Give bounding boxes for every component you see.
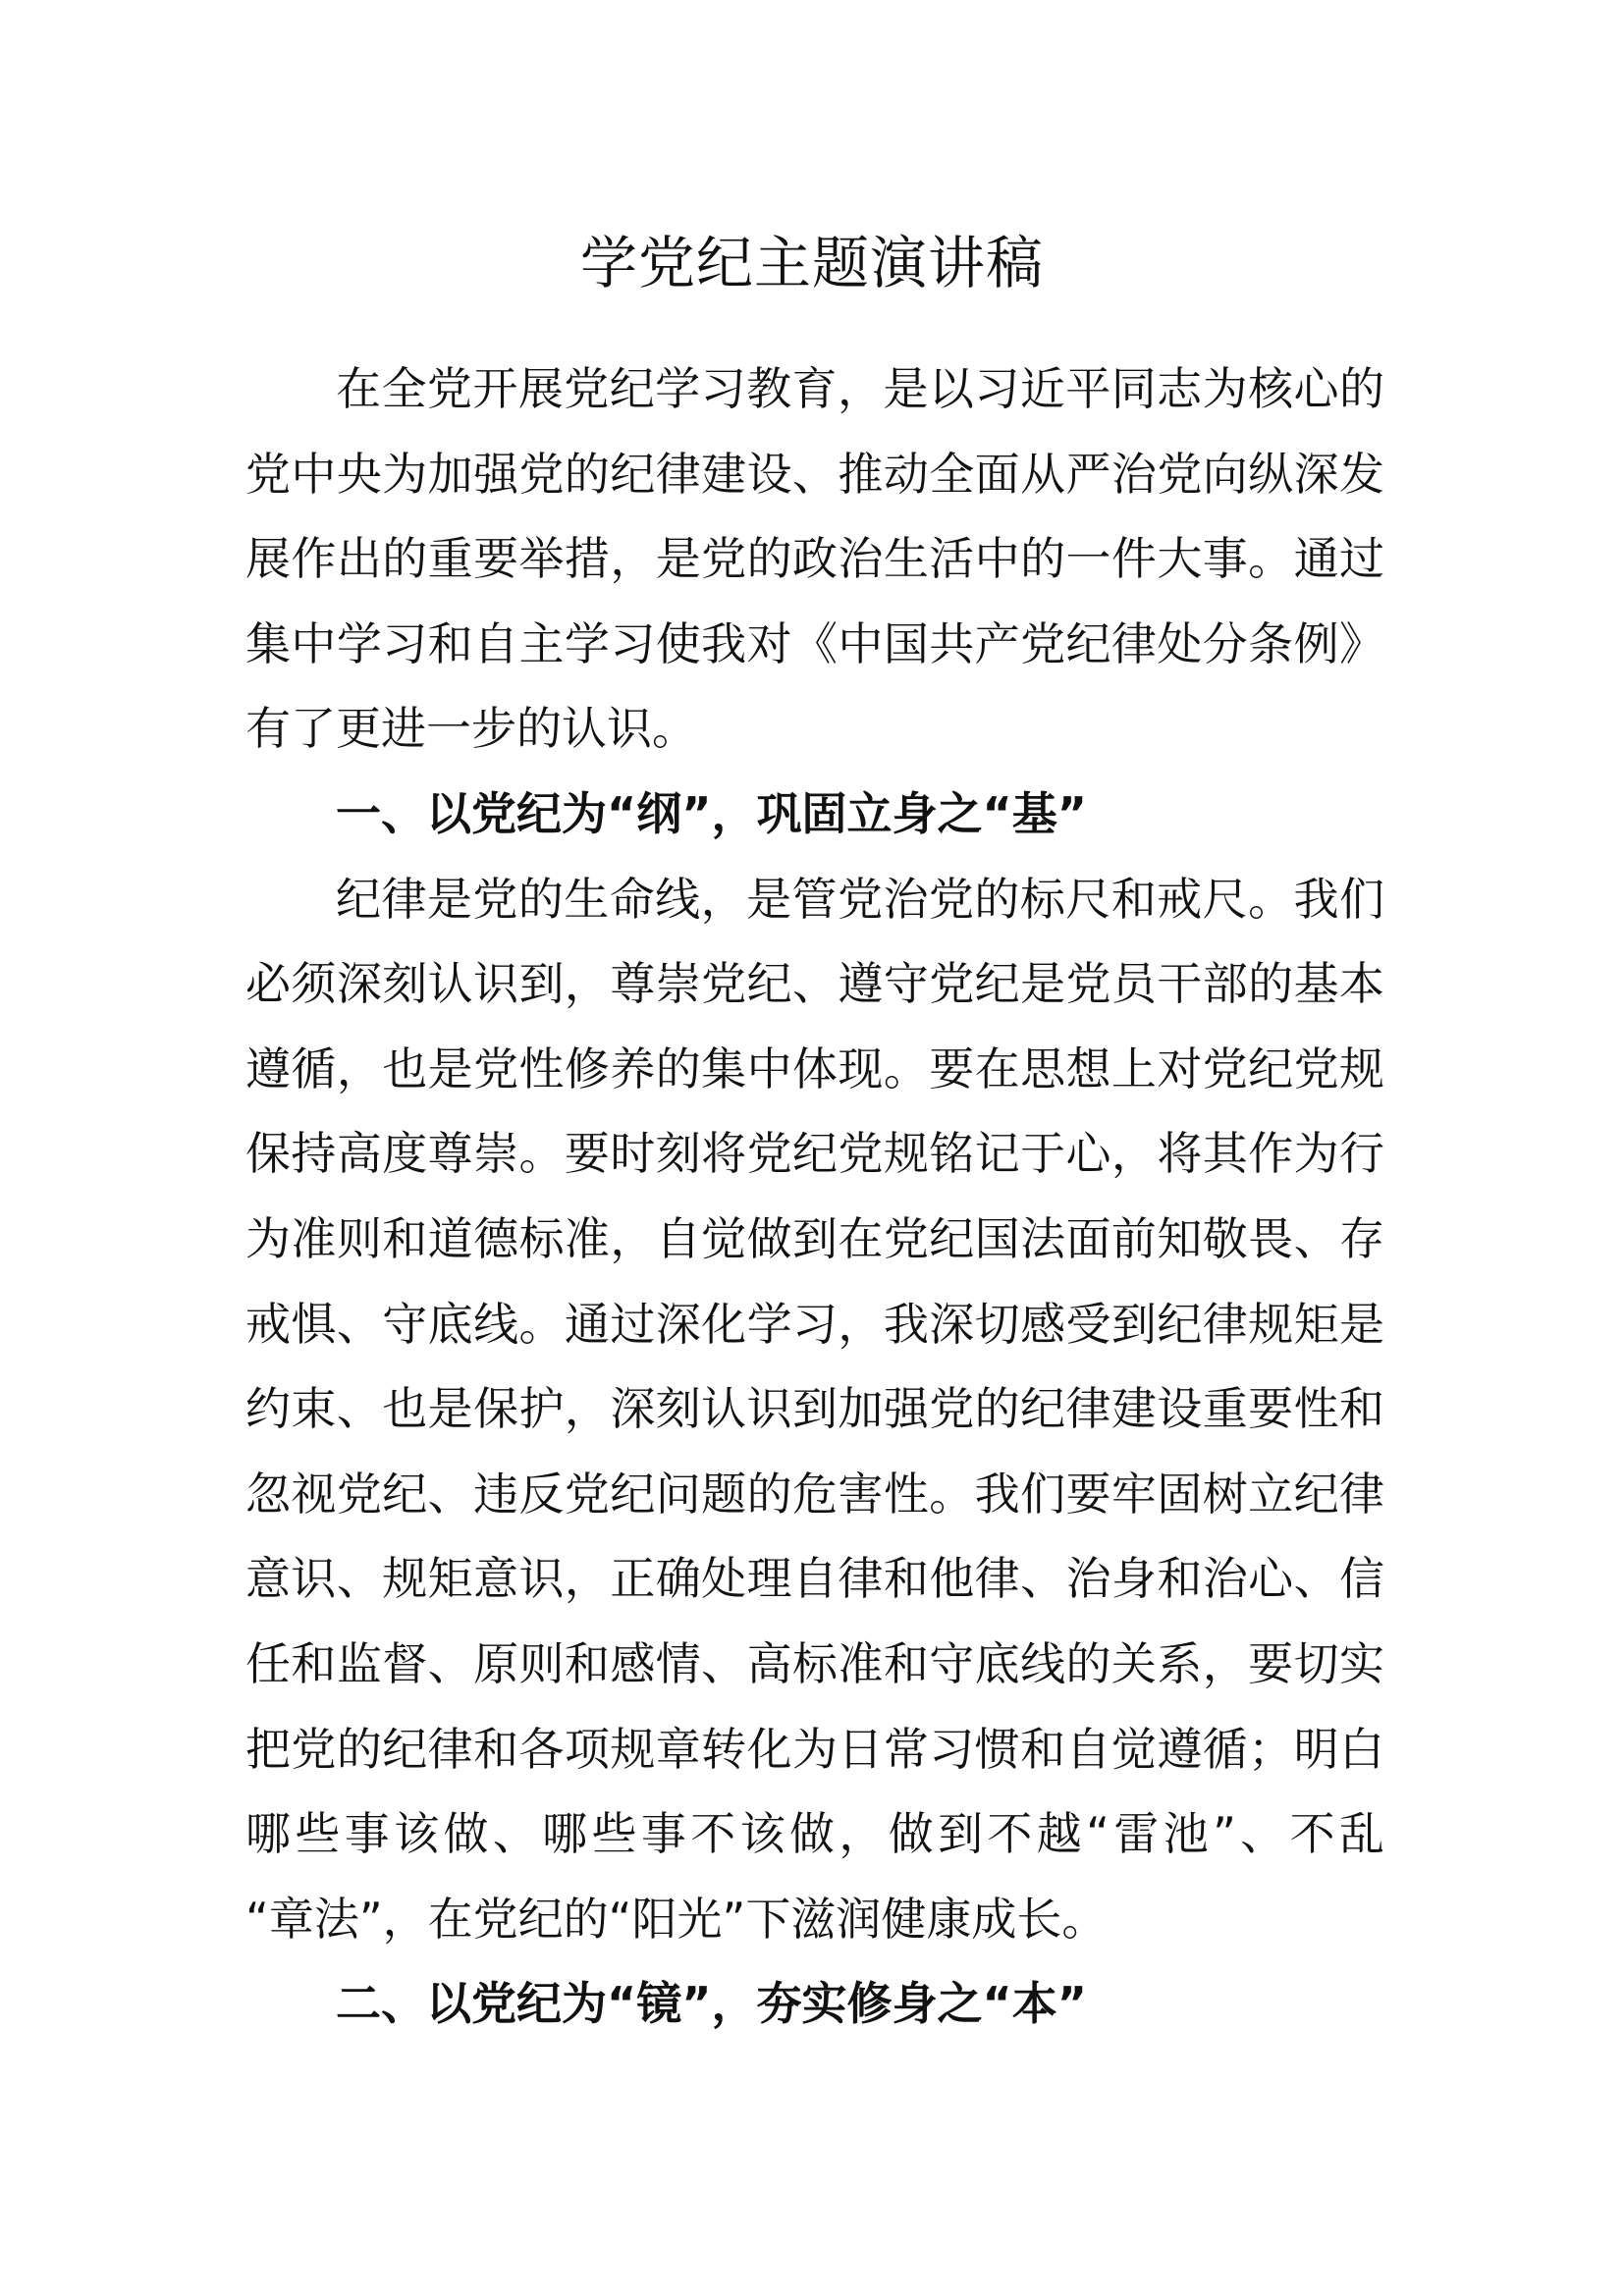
paragraph-line: 为准则和道德标准，自觉做到在党纪国法面前知敬畏、存 xyxy=(245,1211,1384,1265)
paragraph-line: 集中学习和自主学习使我对《中国共产党纪律处分条例》 xyxy=(245,616,1384,670)
document-body xyxy=(245,347,1384,2047)
paragraph-line: 哪些事该做、哪些事不该做，做到不越“雷池”、不乱 xyxy=(245,1807,1384,1861)
paragraph-line: 保持高度尊崇。要时刻将党纪党规铭记于心，将其作为行 xyxy=(245,1127,1384,1181)
section-heading-2: 二、以党纪为“镜”，夯实修身之“本” xyxy=(336,1977,1087,2031)
paragraph-line: 党中央为加强党的纪律建设、推动全面从严治党向纵深发 xyxy=(245,447,1384,501)
paragraph-line: 纪律是党的生命线，是管党治党的标尺和戒尺。我们 xyxy=(336,872,1384,926)
paragraph-line: 在全党开展党纪学习教育，是以习近平同志为核心的 xyxy=(336,362,1384,415)
paragraph-line: “章法”，在党纪的“阳光”下滋润健康成长。 xyxy=(245,1892,1108,1946)
paragraph-line: 遵循，也是党性修养的集中体现。要在思想上对党纪党规 xyxy=(245,1041,1384,1095)
paragraph-line: 戒惧、守底线。通过深化学习，我深切感受到纪律规矩是 xyxy=(245,1297,1384,1351)
paragraph-line: 展作出的重要举措，是党的政治生活中的一件大事。通过 xyxy=(245,532,1384,586)
paragraph-line: 把党的纪律和各项规章转化为日常习惯和自觉遵循；明白 xyxy=(245,1722,1384,1776)
paragraph-line: 约束、也是保护，深刻认识到加强党的纪律建设重要性和 xyxy=(245,1382,1384,1436)
document-title: 学党纪主题演讲稿 xyxy=(579,230,1044,296)
paragraph-line: 忽视党纪、违反党纪问题的危害性。我们要牢固树立纪律 xyxy=(245,1467,1384,1521)
paragraph-line: 有了更进一步的认识。 xyxy=(245,702,697,756)
paragraph-line: 任和监督、原则和感情、高标准和守底线的关系，要切实 xyxy=(245,1636,1384,1690)
paragraph-line: 意识、规矩意识，正确处理自律和他律、治身和治心、信 xyxy=(245,1552,1384,1606)
section-heading-1: 一、以党纪为“纲”，巩固立身之“基” xyxy=(336,786,1087,840)
paragraph-line: 必须深刻认识到，尊崇党纪、遵守党纪是党员干部的基本 xyxy=(245,957,1384,1011)
